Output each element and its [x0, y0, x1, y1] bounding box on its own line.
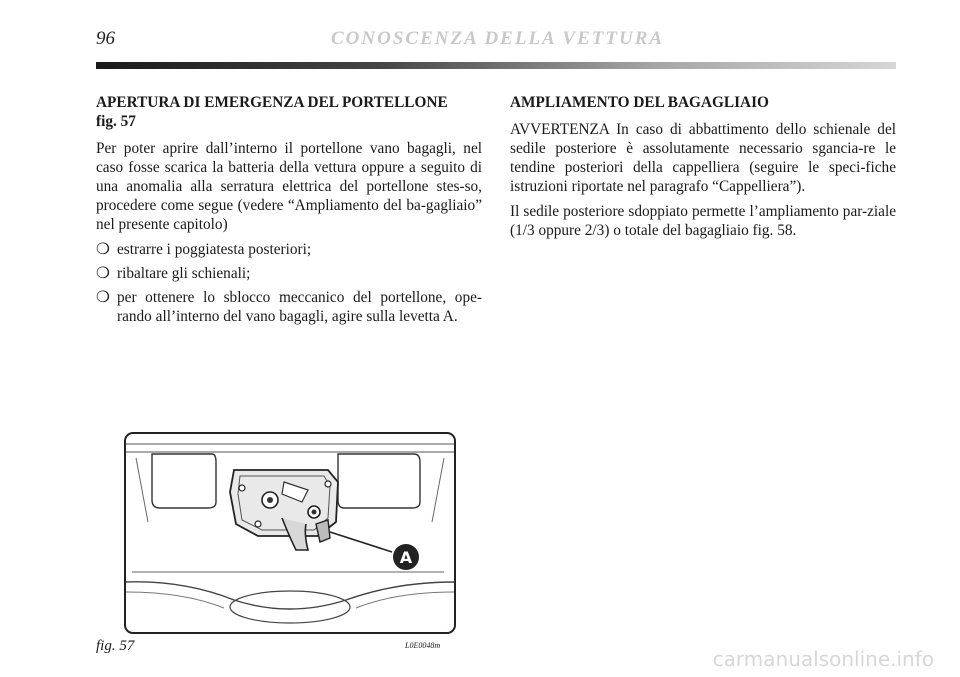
section-title: CONOSCENZA DELLA VETTURA	[331, 28, 665, 49]
right-column	[510, 93, 896, 246]
watermark: carmanualsonline.info	[712, 647, 934, 671]
steps-list	[96, 240, 482, 326]
list-item-text: estrarre i poggiatesta posteriori;	[117, 241, 312, 258]
bullet-circle-icon: ❍	[96, 289, 110, 306]
bullet-circle-icon: ❍	[96, 241, 110, 258]
list-item-text: per ottenere lo sblocco meccanico del portellone, ope-rando all’interno del vano bagagli, agire sulla levetta A.	[117, 289, 482, 325]
figure-code: L0E0048m	[405, 641, 441, 650]
tailgate-latch-illustration	[124, 432, 456, 634]
list-item	[96, 264, 482, 283]
list-item	[96, 240, 482, 259]
emergency-opening-heading	[96, 93, 482, 131]
left-column	[96, 93, 482, 331]
heading-line-1: APERTURA DI EMERGENZA DEL PORTELLONE	[96, 94, 448, 111]
figure-57	[124, 432, 456, 634]
bullet-circle-icon: ❍	[96, 265, 110, 282]
trunk-expansion-heading: AMPLIAMENTO DEL BAGAGLIAIO	[510, 94, 769, 111]
intro-paragraph: Per poter aprire dall’interno il portellone vano bagagli, nel caso fosse scarica la batteria della vettura oppure a seguito di una anomalia alla serratura elettrica del portellone stes-so, procedere come segue (vedere “Ampliamento del ba-gagliaio” nel presente capitolo)	[96, 140, 482, 233]
label-a: A	[399, 548, 413, 567]
header-rule	[96, 62, 896, 69]
list-item-text: ribaltare gli schienali;	[117, 265, 251, 282]
figure-caption: fig. 57	[96, 638, 135, 654]
list-item	[96, 288, 482, 326]
seat-paragraph: Il sedile posteriore sdoppiato permette l’ampliamento par-ziale (1/3 oppure 2/3) o totale del bagagliaio fig. 58.	[510, 203, 896, 239]
page-number: 96	[96, 28, 115, 49]
warning-paragraph: AVVERTENZA In caso di abbattimento dello schienale del sedile posteriore è assolutamente necessario sgancia-re le tendine posteriori della cappelliera (seguire le speci-fiche istruzioni riportate nel paragrafo “Cappelliera”).	[510, 121, 896, 195]
heading-line-2: fig. 57	[96, 113, 136, 130]
